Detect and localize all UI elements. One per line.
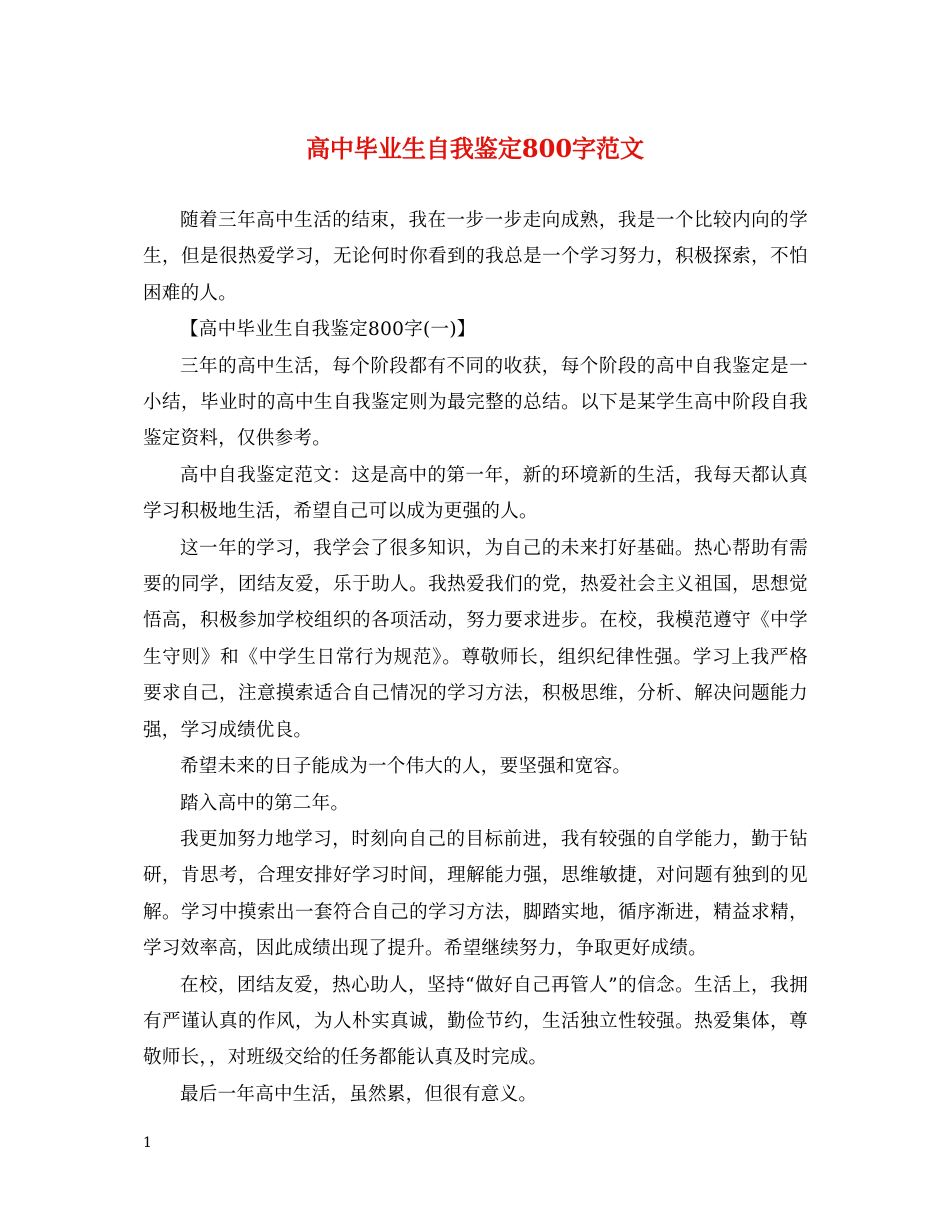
section-heading: 【高中毕业生自我鉴定800字(一)】 [180,319,476,341]
paragraph: 在校，团结友爱，热心助人，坚持“做好自己再管人”的信念。生活上，我拥有严谨认真的作风，为人朴实真诚，勤俭节约，生活独立性较强。热爱集体，尊敬师长，，对班级交给的任务都能认真及时完成。 [143,974,808,1069]
document-body [143,203,808,1113]
document-title: 高中毕业生自我鉴定800字范文 [305,134,645,163]
paragraph: 高中自我鉴定范文：这是高中的第一年，新的环境新的生活，我每天都认真学习积极地生活，希望自己可以成为更强的人。 [143,464,808,523]
paragraph: 最后一年高中生活，虽然累，但很有意义。 [180,1083,538,1105]
paragraph: 三年的高中生活，每个阶段都有不同的收获，每个阶段的高中自我鉴定是一小结，毕业时的高中生自我鉴定则为最完整的总结。以下是某学生高中阶段自我鉴定资料，仅供参考。 [143,355,808,450]
paragraph: 我更加努力地学习，时刻向自己的目标前进，我有较强的自学能力，勤于钻研，肯思考，合理安排好学习时间，理解能力强，思维敏捷，对问题有独到的见解。学习中摸索出一套符合自己的学习方法，脚踏实地，循序渐进，精益求精，学习效率高，因此成绩出现了提升。希望继续努力，争取更好成绩。 [143,828,808,960]
paragraph: 这一年的学习，我学会了很多知识，为自己的未来打好基础。热心帮助有需要的同学，团结友爱，乐于助人。我热爱我们的党，热爱社会主义祖国，思想觉悟高，积极参加学校组织的各项活动，努力要求进步。在校，我模范遵守《中学生守则》和《中学生日常行为规范》。尊敬师长，组织纪律性强。学习上我严格要求自己，注意摸索适合自己情况的学习方法，积极思维，分析、解决问题能力强，学习成绩优良。 [143,537,808,741]
paragraph: 希望未来的日子能成为一个伟大的人，要坚强和宽容。 [180,756,632,778]
paragraph-intro: 随着三年高中生活的结束，我在一步一步走向成熟，我是一个比较内向的学生，但是很热爱学习，无论何时你看到的我总是一个学习努力，积极探索，不怕困难的人。 [143,210,808,304]
page-number: 1 [143,1135,152,1151]
paragraph: 踏入高中的第二年。 [180,792,350,814]
